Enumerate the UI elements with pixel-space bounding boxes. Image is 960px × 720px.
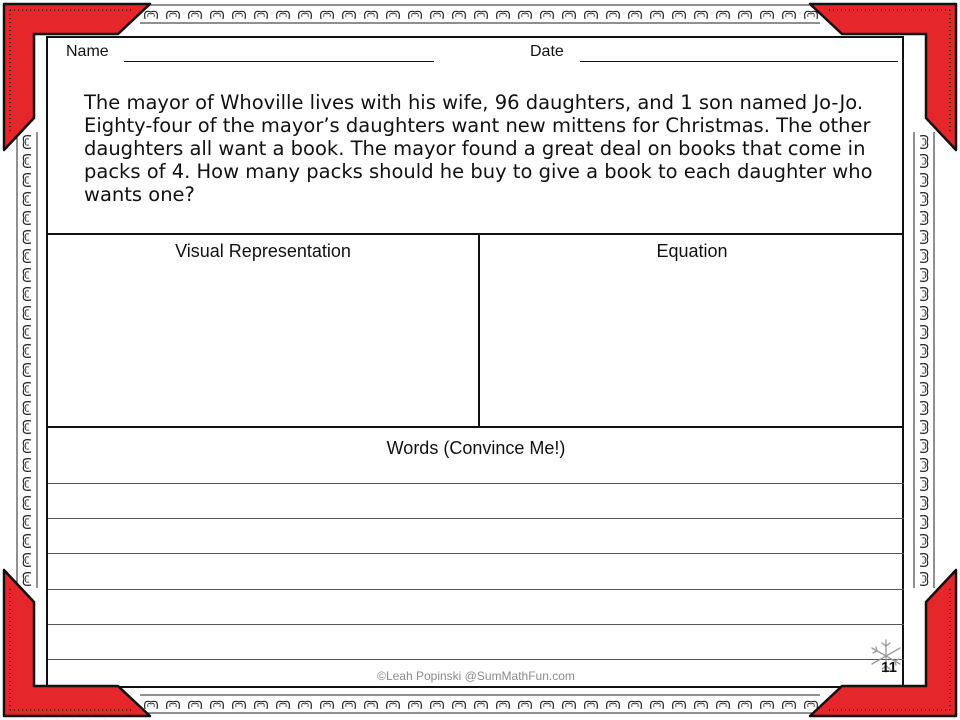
heart-border-right bbox=[913, 132, 935, 588]
writing-line[interactable] bbox=[48, 553, 904, 554]
heart-border-top bbox=[140, 4, 820, 24]
writing-line[interactable] bbox=[48, 659, 904, 660]
writing-line[interactable] bbox=[48, 483, 904, 484]
copyright-footer: ©Leah Popinski @SumMathFun.com bbox=[377, 669, 575, 683]
date-field[interactable] bbox=[580, 61, 898, 62]
writing-line[interactable] bbox=[48, 624, 904, 625]
words-heading: Words (Convince Me!) bbox=[386, 438, 566, 458]
page-number: 11 bbox=[881, 659, 897, 676]
red-corner-frame-icon bbox=[0, 570, 150, 720]
section-divider bbox=[48, 426, 904, 428]
section-divider bbox=[48, 233, 904, 235]
word-problem-text: The mayor of Whoville lives with his wife, 96 daughters, and 1 son named Jo-Jo. Eighty-four of the mayor’s daughters want new mittens for Christmas. The other daughters all want a book. The mayor found a great deal on books that come in packs of 4. How many packs should he buy to give a book to each daughter who wants one? bbox=[84, 91, 873, 206]
writing-line[interactable] bbox=[48, 589, 904, 590]
heart-border-bottom bbox=[140, 694, 820, 714]
name-label: Name bbox=[66, 43, 109, 60]
name-field[interactable] bbox=[124, 61, 434, 62]
heart-border-left bbox=[16, 132, 38, 588]
visual-representation-heading: Visual Representation bbox=[175, 241, 351, 261]
equation-heading: Equation bbox=[656, 241, 728, 261]
writing-line[interactable] bbox=[48, 518, 904, 519]
date-label: Date bbox=[530, 43, 564, 60]
column-divider bbox=[478, 234, 480, 426]
